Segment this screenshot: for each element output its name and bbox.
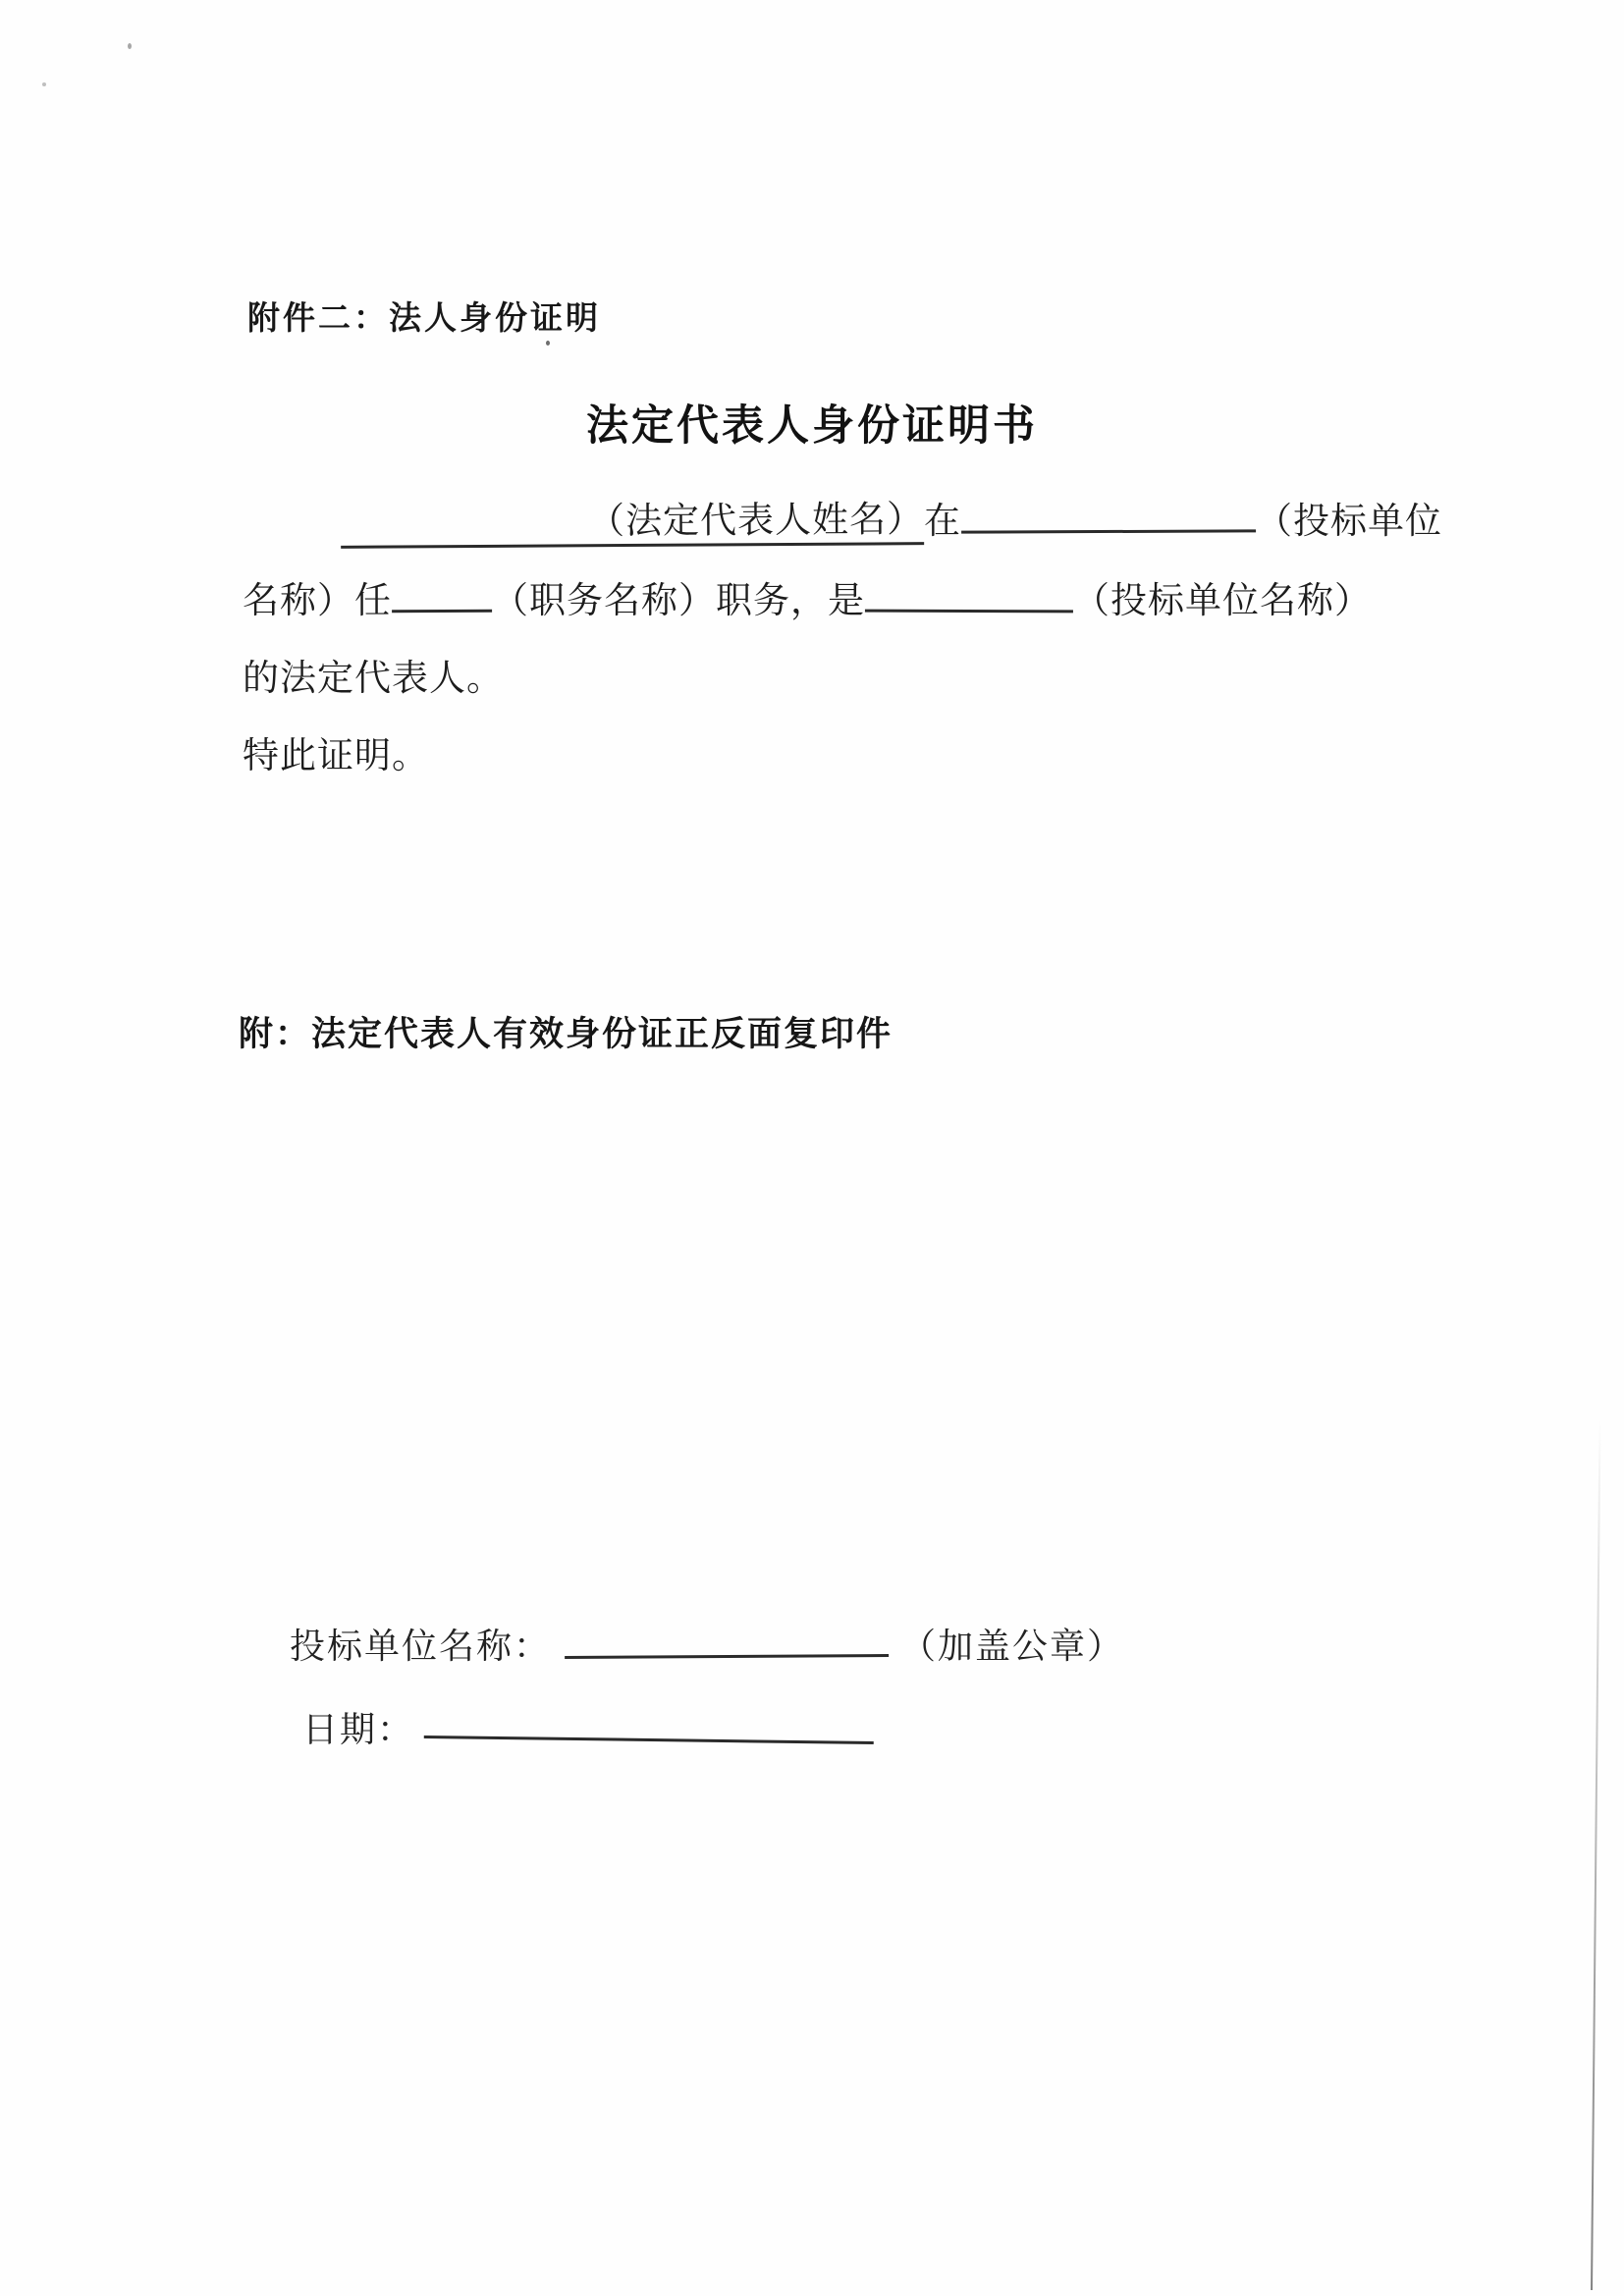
bidder-unit-name-hint: （投标单位名称）: [1073, 581, 1372, 621]
attachment-label: 附件二：法人身份证明: [247, 301, 601, 337]
body-line-1: [341, 491, 1442, 547]
scan-speck: [546, 341, 550, 346]
company-name-blank-2: [865, 571, 1073, 614]
date-blank: [424, 1698, 874, 1744]
bidder-unit-hint-start: （投标单位: [1256, 502, 1442, 542]
company-name-signature-blank: [565, 1617, 889, 1659]
scan-speck: [42, 82, 46, 86]
attachment-note: 附：法定代表人有效身份证正反面复印件: [239, 1015, 893, 1053]
body-line-3: 的法定代表人。: [243, 659, 504, 699]
legal-rep-name-hint: （法定代表人姓名）: [587, 500, 925, 543]
company-name-label: 投标单位名称：: [290, 1626, 552, 1666]
blank-gap: [341, 495, 588, 534]
job-title-blank: [392, 571, 492, 613]
body-line-4: 特此证明。: [243, 736, 429, 776]
bidder-unit-hint-end: 名称）任: [243, 581, 392, 621]
footer-company-line: [290, 1618, 1124, 1669]
scan-edge-line: [1591, 1418, 1601, 2290]
page-title: 法定代表人身份证明书: [586, 403, 1038, 450]
text-in: 在: [924, 502, 961, 542]
job-title-hint: （职务名称）职务，是: [492, 581, 865, 621]
body-line-2: [243, 570, 1372, 623]
date-label: 日期：: [302, 1709, 415, 1749]
legal-rep-name-blank: [341, 489, 924, 549]
company-name-blank-1: [961, 492, 1256, 534]
footer-date-line: [302, 1701, 874, 1752]
seal-note: （加盖公章）: [900, 1626, 1125, 1666]
scan-speck: [128, 43, 132, 49]
